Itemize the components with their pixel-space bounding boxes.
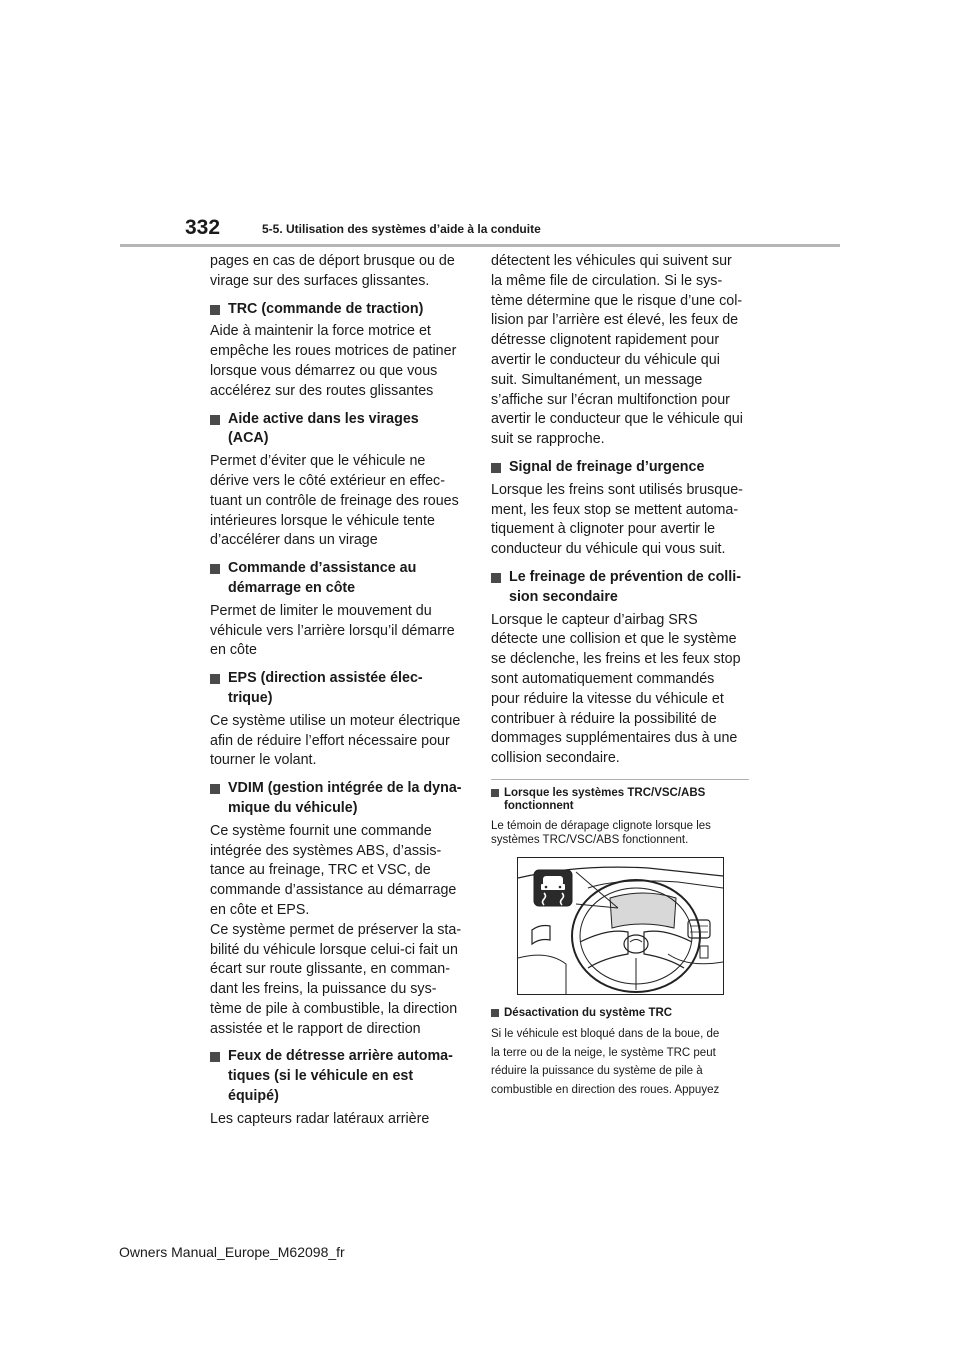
slip-indicator-illustration	[517, 857, 724, 995]
paragraph: pages en cas de déport brusque ou de virage sur des surfaces glissantes.	[210, 253, 455, 289]
paragraph: Permet de limiter le mouvement du véhicule vers l’arrière lorsqu’il démarre en côte	[210, 602, 455, 659]
square-bullet-icon	[491, 573, 501, 583]
heading-eps: EPS (direction assistée élec- trique)	[210, 669, 468, 709]
paragraph: Ce système fournit une commande intégrée des systèmes ABS, d’assis- tance au freinage, TRC et VSC, de commande d’assistance au démarrage en côte et EPS. Ce système permet de préserver la sta- bilité du véhicule lorsque celui-ci fait un écart sur route glissante, en comman- dant les freins, la puissance du sys- tème de pile à combustible, la direction assistée et le rapport de direction	[210, 822, 462, 1037]
heading-aca: Aide active dans les virages (ACA)	[210, 410, 468, 450]
paragraph: Permet d’éviter que le véhicule ne dérive vers le côté extérieur en effec- tuant un contrôle de freinage des roues intérieures lorsque le véhicule tente d’accélérer dans un virage	[210, 453, 459, 549]
heading-secondary-collision-braking: Le freinage de prévention de colli- sion secondaire	[491, 568, 751, 608]
square-bullet-icon	[210, 415, 220, 425]
right-column	[491, 252, 751, 1109]
square-bullet-icon	[491, 789, 499, 797]
section-title: 5-5. Utilisation des systèmes d’aide à la conduite	[262, 222, 541, 236]
paragraph: détectent les véhicules qui suivent sur la même file de circulation. Si le sys- tème détermine que le risque d’une col- lision par l’arrière est élevé, les feux de détresse clignotent rapidement pour avertir le conducteur du véhicule qui suit. Simultanément, un message s’affiche sur l’écran multifonction pour avertir le conducteur que le véhicule qui suit se rapproche.	[491, 253, 743, 448]
paragraph: Lorsque les freins sont utilisés brusque- ment, les feux stop se mettent automa- tiquement à clignoter pour avertir le conducteur du véhicule qui vous suit.	[491, 481, 743, 558]
heading-hazard-lights: Feux de détresse arrière automa- tiques (si le véhicule en est équipé)	[210, 1047, 468, 1106]
dashboard-drawing	[518, 858, 723, 994]
heading-emergency-brake-signal: Signal de freinage d’urgence	[491, 458, 751, 478]
square-bullet-icon	[210, 305, 220, 315]
note-heading-trc-deactivation: Désactivation du système TRC	[491, 1007, 751, 1021]
heading-vdim: VDIM (gestion intégrée de la dyna- mique du véhicule)	[210, 779, 468, 819]
square-bullet-icon	[491, 463, 501, 473]
paragraph: Aide à maintenir la force motrice et empêche les roues motrices de patiner lorsque vous démarrez ou que vous accélérez sur des routes glissantes	[210, 323, 457, 399]
note-text: Le témoin de dérapage clignote lorsque les systèmes TRC/VSC/ABS fonctionnent.	[491, 819, 711, 846]
note-text: Si le véhicule est bloqué dans de la boue, de la terre ou de la neige, le système TRC peut réduire la puissance du système de pile à combustible en direction des roues. Appuyez	[491, 1028, 720, 1096]
note-heading-trc-vsc-abs: Lorsque les systèmes TRC/VSC/ABS fonctionnent	[491, 787, 751, 814]
square-bullet-icon	[210, 1052, 220, 1062]
square-bullet-icon	[210, 784, 220, 794]
square-bullet-icon	[210, 674, 220, 684]
note-divider	[491, 779, 749, 780]
square-bullet-icon	[210, 564, 220, 574]
page-number: 332	[185, 216, 221, 239]
heading-hill-start: Commande d’assistance au démarrage en côte	[210, 559, 468, 599]
square-bullet-icon	[491, 1009, 499, 1017]
paragraph: Les capteurs radar latéraux arrière	[210, 1110, 430, 1127]
footer-document-id: Owners Manual_Europe_M62098_fr	[119, 1244, 345, 1260]
left-column	[210, 252, 468, 1138]
heading-trc: TRC (commande de traction)	[210, 300, 468, 320]
paragraph: Lorsque le capteur d’airbag SRS détecte une collision et que le système se déclenche, les freins et les feux stop sont automatiquement commandés pour réduire la vitesse du véhicule et contribuer à réduire la possibilité de dommages supplémentaires dus à une collision secondaire.	[491, 611, 741, 767]
paragraph: Ce système utilise un moteur électrique afin de réduire l’effort nécessaire pour tourner le volant.	[210, 712, 461, 769]
header-rule	[120, 244, 840, 247]
